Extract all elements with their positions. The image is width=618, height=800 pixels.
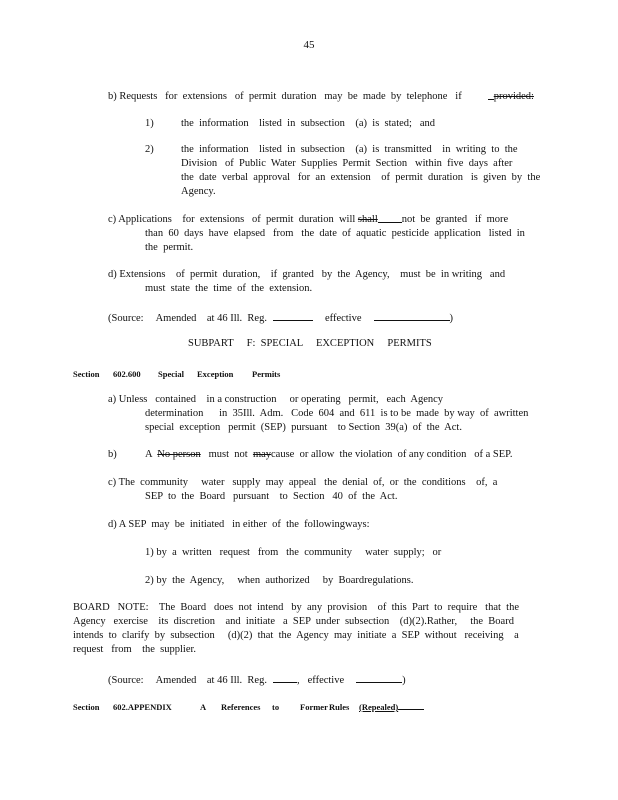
sep-b-mid: must not	[208, 449, 248, 460]
sep-b-a: A	[145, 449, 153, 460]
para-d-line: must state the time of the extension.	[145, 283, 313, 294]
source-note	[108, 310, 453, 326]
comma: ,	[296, 675, 300, 686]
sep-b-post: cause or allow the violation of any condition of a SEP.	[271, 449, 513, 460]
section-title-word: Special	[158, 369, 184, 379]
struck-text: No person	[157, 449, 201, 460]
struck-text: may	[252, 449, 272, 460]
sep-a-line: special exception permit (SEP) pursuant to Section 39(a) of the Act.	[145, 422, 462, 433]
para-d-line: d) Extensions of permit duration, if granted by the Agency, must be in writing and	[108, 269, 506, 280]
appendix-title-word: Former	[300, 702, 328, 712]
para-c-post: not be granted if more	[401, 214, 509, 225]
sep-b-num: b)	[108, 449, 117, 460]
board-note-line: Agency exercise its discretion and initiate a SEP under subsection (d)(2).Rather, the Board	[73, 616, 514, 627]
para-b-item-1-text: the information listed in subsection (a) is stated; and	[181, 118, 435, 129]
close-paren: )	[402, 675, 406, 686]
section-label: Section	[73, 369, 100, 379]
blank-line	[378, 216, 402, 223]
sep-c-line: SEP to the Board pursuant to Section 40 of the Act.	[145, 491, 398, 502]
board-note-line: request from the supplier.	[73, 644, 197, 655]
sep-a-line: a) Unless contained in a construction or operating permit, each Agency	[108, 394, 444, 405]
subpart-heading: SUBPART F: SPECIAL EXCEPTION PERMITS	[188, 338, 432, 349]
para-b-line	[108, 90, 534, 104]
page-number: 45	[303, 39, 315, 51]
amended-text: Amended at 46 Ill. Reg.	[155, 313, 267, 324]
para-b-item-2-num: 2)	[145, 144, 154, 155]
appendix-title-word: References	[221, 702, 261, 712]
section-number: 602.600	[113, 369, 141, 379]
appendix-repealed	[359, 700, 424, 714]
sep-d-item: 1) by a written request from the community water supply; or	[145, 547, 442, 558]
para-b-item-2-line: Division of Public Water Supplies Permit Section within five days after	[181, 158, 513, 169]
source-note	[108, 672, 406, 688]
para-b-item-2-line: the date verbal approval for an extension of permit duration is given by the	[181, 172, 541, 183]
para-b-item-2-line: the information listed in subsection (a) is transmitted in writing to the	[181, 144, 518, 155]
appendix-label: Section	[73, 702, 100, 712]
para-c-line	[108, 213, 508, 227]
appendix-number: 602.APPENDIX	[113, 702, 172, 712]
sep-c-line: c) The community water supply may appeal the denial of, or the conditions of, a	[108, 477, 498, 488]
struck-text: shall	[357, 214, 378, 225]
sep-d-item: 2) by the Agency, when authorized by Boardregulations.	[145, 575, 414, 586]
para-c-line: the permit.	[145, 242, 194, 253]
appendix-title-word: A	[200, 702, 207, 712]
para-b-item-1-num: 1)	[145, 118, 154, 129]
blank-line	[273, 310, 313, 321]
appendix-title-word: to	[272, 702, 280, 712]
sep-b-line	[145, 448, 512, 462]
para-c-pre: c) Applications for extensions of permit duration will	[108, 214, 356, 225]
blank-line	[398, 700, 424, 710]
amended-text: Amended at 46 Ill. Reg.	[155, 675, 267, 686]
para-b-text: b) Requests for extensions of permit duration may be made by telephone if	[108, 91, 462, 102]
para-c-line: than 60 days have elapsed from the date of aquatic pesticide application listed in	[145, 228, 525, 239]
board-note-line: intends to clarify by subsection (d)(2) that the Agency may initiate a SEP without receiving a	[73, 630, 519, 641]
effective-label: effective	[307, 675, 345, 686]
board-note-line: BOARD NOTE: The Board does not intend by any provision of this Part to require that the	[73, 602, 519, 613]
close-paren: )	[449, 313, 454, 324]
sep-a-line: determination in 35Ill. Adm. Code 604 and 611 is to be made by way of awritten	[145, 408, 529, 419]
section-title-word: Exception	[197, 369, 234, 379]
source-label: (Source:	[108, 675, 144, 686]
blank-line	[356, 672, 402, 683]
appendix-title-word: Rules	[329, 702, 350, 712]
struck-text: provided:	[493, 91, 534, 102]
blank-line	[374, 310, 450, 321]
effective-label: effective	[324, 313, 362, 324]
repealed-text: (Repealed)	[359, 702, 399, 712]
para-b-item-2-line: Agency.	[181, 186, 216, 197]
blank-line	[273, 672, 297, 683]
section-title-word: Permits	[252, 369, 281, 379]
sep-d-line: d) A SEP may be initiated in either of the followingways:	[108, 519, 370, 530]
source-label: (Source:	[108, 313, 144, 324]
